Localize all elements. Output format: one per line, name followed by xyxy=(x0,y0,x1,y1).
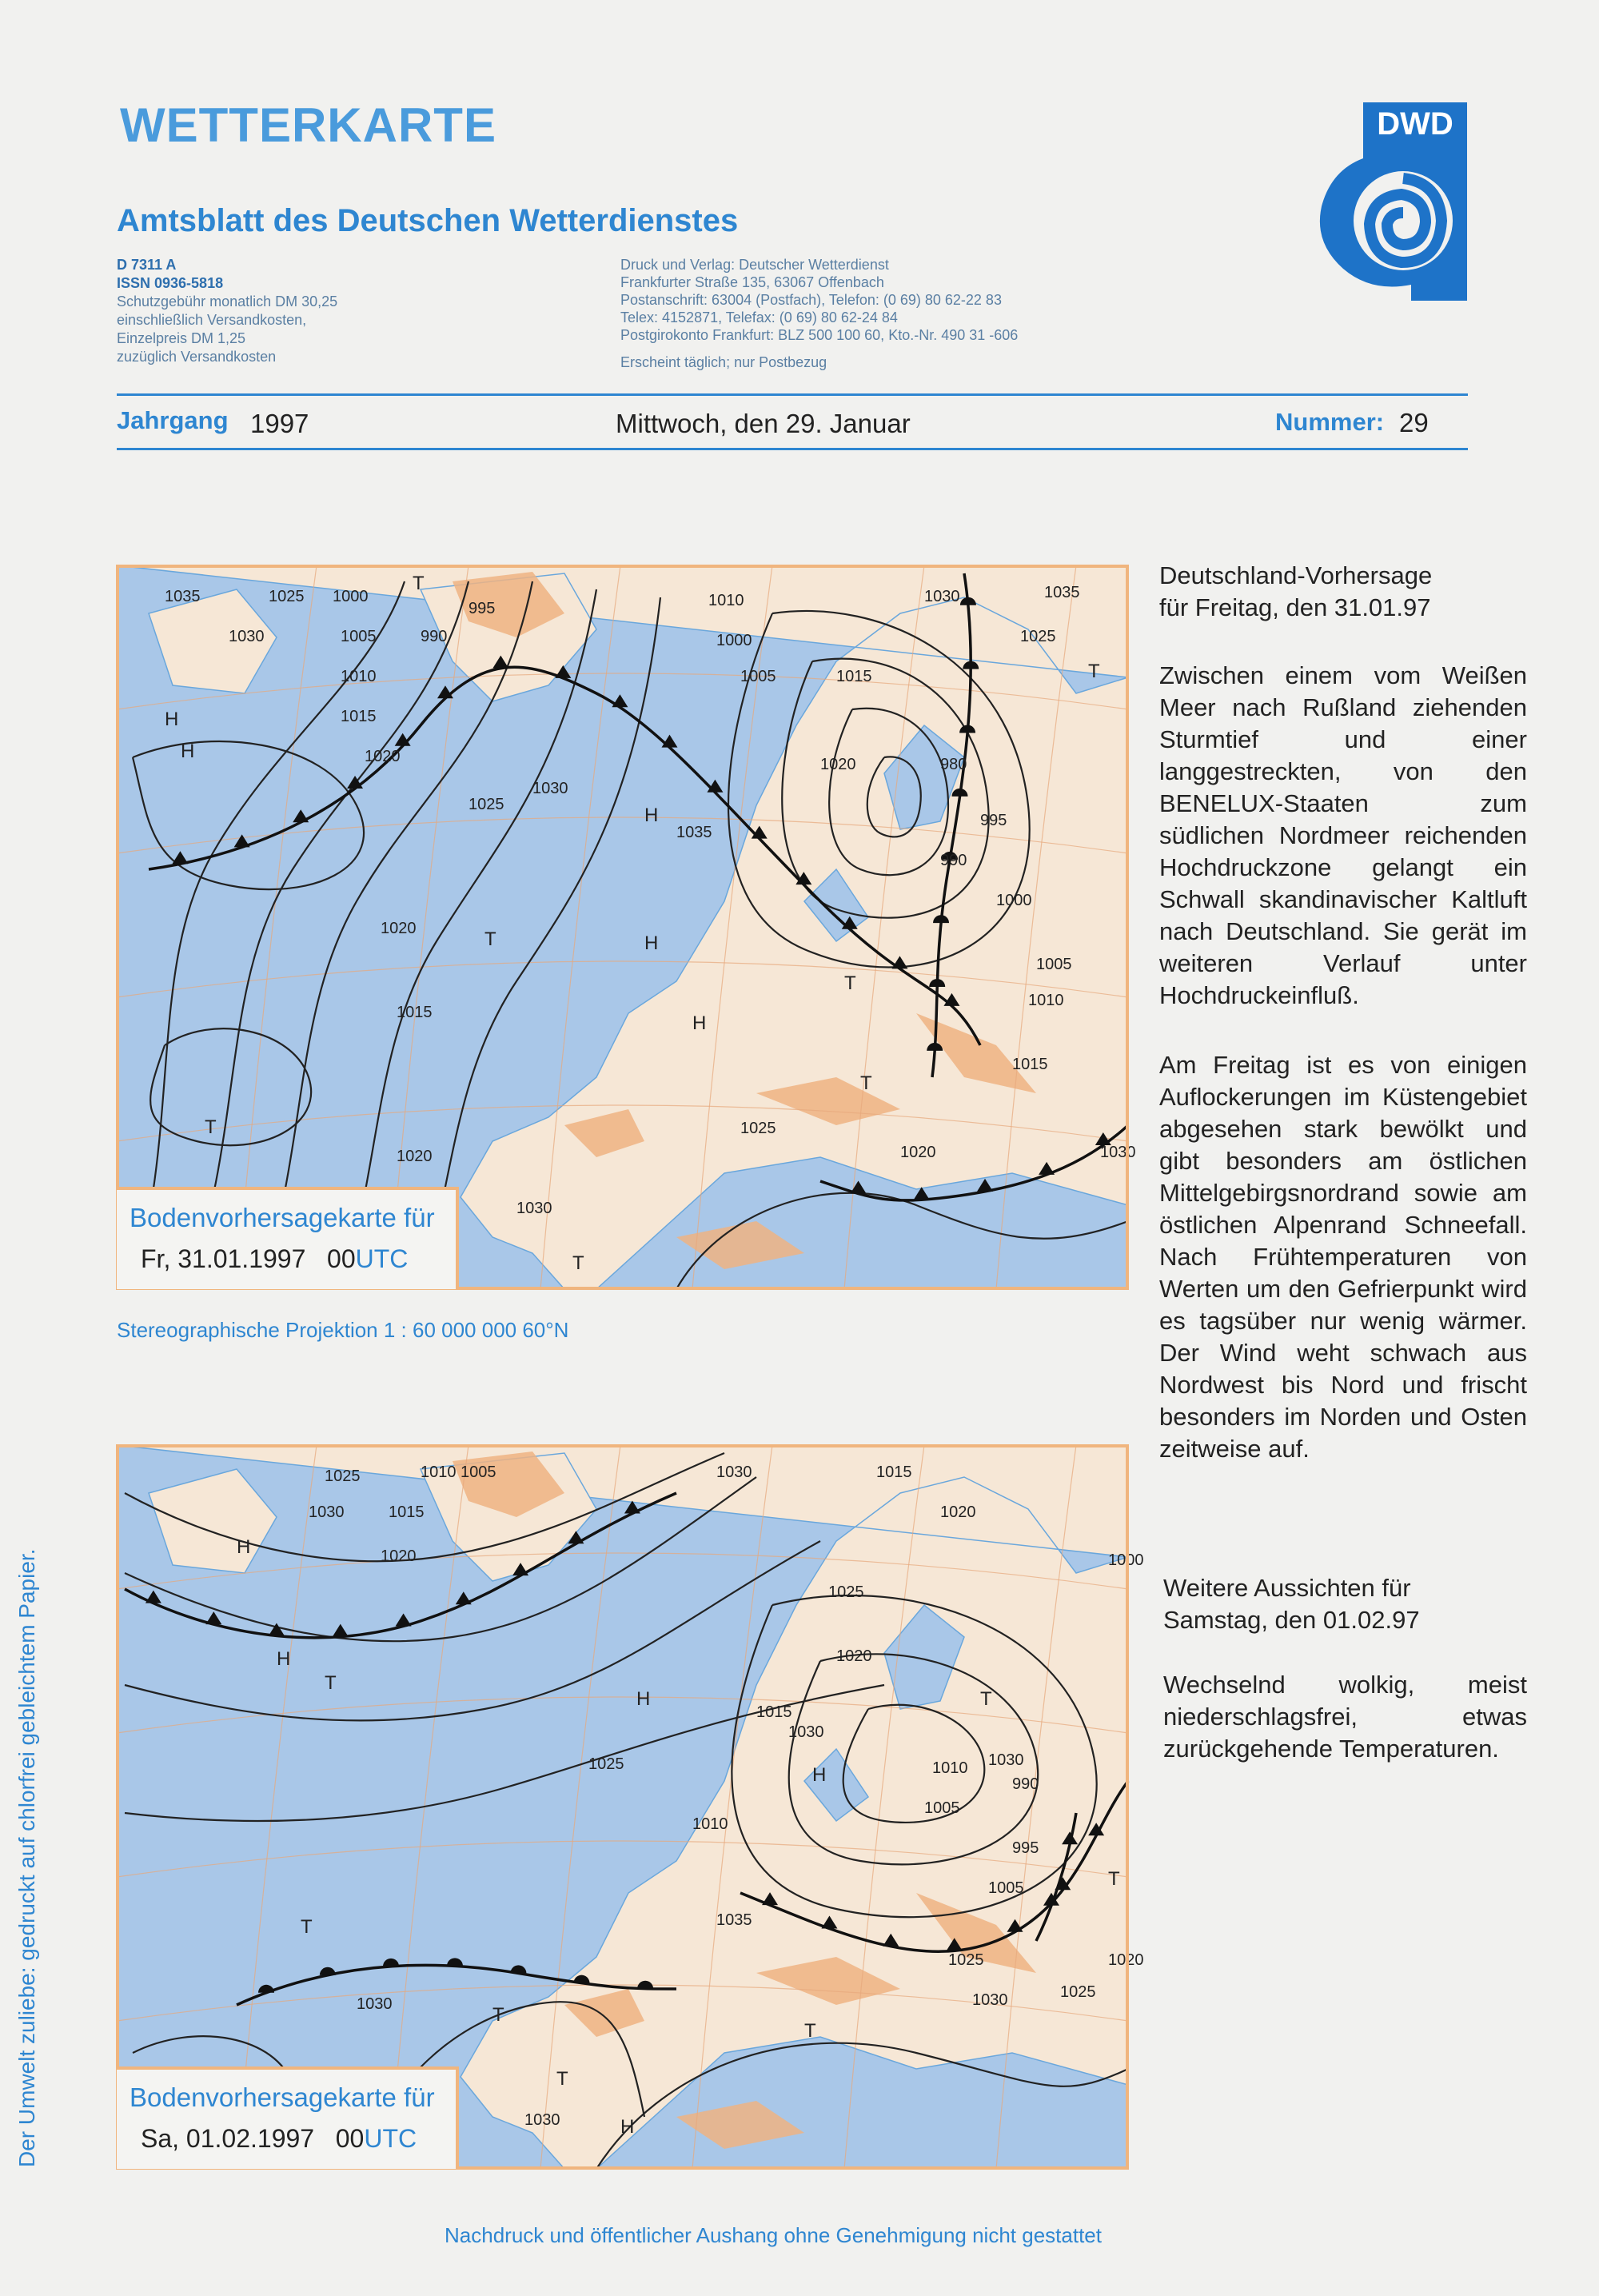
forecast-heading xyxy=(1159,560,1527,624)
weather-map-saturday xyxy=(117,1445,1144,2169)
low-pressure-center: T xyxy=(413,573,425,594)
high-pressure-center: H xyxy=(692,1012,707,1034)
jahrgang-label: Jahrgang xyxy=(117,406,229,434)
isobar-label: 1020 xyxy=(900,1144,936,1161)
publisher-line: Erscheint täglich; nur Postbezug xyxy=(620,354,827,370)
isobar-label: 1015 xyxy=(1012,1056,1048,1073)
issn: ISSN 0936-5818 xyxy=(117,275,224,291)
isobar-label: 1015 xyxy=(756,1703,792,1721)
isobar-label: 1035 xyxy=(676,824,712,841)
map-caption-date xyxy=(141,2124,417,2154)
nummer-label: Nummer: xyxy=(1275,408,1385,436)
isobar-label: 1015 xyxy=(341,708,377,725)
publisher-line: Frankfurter Straße 135, 63067 Offenbach xyxy=(620,274,884,290)
publisher-line: Druck und Verlag: Deutscher Wetterdienst xyxy=(620,257,889,273)
map-caption xyxy=(117,1187,459,1289)
low-pressure-center: T xyxy=(572,1252,584,1274)
forecast-heading-line: Deutschland-Vorhersage xyxy=(1159,561,1433,589)
isobar-label: 1020 xyxy=(940,1503,976,1521)
map-caption-title: Bodenvorhersagekarte für xyxy=(130,2082,435,2112)
page-subtitle: Amtsblatt des Deutschen Wetterdienstes xyxy=(117,203,739,238)
high-pressure-center: H xyxy=(181,741,195,762)
isobar-label: 1030 xyxy=(309,1503,345,1521)
isobar-label: 1015 xyxy=(397,1004,433,1021)
map-graphic xyxy=(117,1445,1144,2169)
isobar-label: 1030 xyxy=(524,2111,560,2129)
isobar-label: 1020 xyxy=(365,748,401,765)
low-pressure-center: T xyxy=(980,1688,992,1710)
low-pressure-center: T xyxy=(301,1916,313,1938)
high-pressure-center: H xyxy=(277,1648,291,1670)
map-caption xyxy=(117,2066,459,2169)
isobar-label: 1025 xyxy=(740,1120,776,1137)
isobar-label: 1030 xyxy=(357,1995,393,2013)
forecast-text: Am Freitag ist es von einigen Auflockerungen im Küstengebiet abgesehen stark bewölkt und gibt besonders am östlichen Mittelgebirgsnordrand sowie am östlichen Alpenrand Schneefall. Nach Frühtemperaturen von Werten um den Gefrierpunkt wird es tagsüber nur wenig wärmer. Der Wind weht schwach aus Nordwest bis Nord und frischt besonders im Norden und Osten zeitweise auf. xyxy=(1159,1051,1527,1463)
page-title: WETTERKARTE xyxy=(120,98,496,152)
isobar-label: 1030 xyxy=(229,628,265,645)
map-caption-day: Fr, 31.01.1997 xyxy=(141,1244,306,1273)
isobar-label: 1010 xyxy=(932,1759,968,1777)
low-pressure-center: T xyxy=(492,2004,504,2026)
isobar-label: 1010 xyxy=(708,592,744,609)
projection-note: Stereographische Projektion 1 : 60 000 000 60°N xyxy=(117,1318,569,1342)
isobar-label: 1035 xyxy=(716,1911,752,1929)
isobar-label: 980 xyxy=(940,756,967,773)
map-caption-unit: UTC xyxy=(364,2124,417,2153)
low-pressure-center: T xyxy=(484,928,496,950)
isobar-label: 1025 xyxy=(325,1467,361,1485)
isobar-label: 990 xyxy=(1012,1775,1039,1793)
isobar-label: 1025 xyxy=(469,796,504,813)
header-rule-top xyxy=(117,393,1468,396)
dwd-logo-text: DWD xyxy=(1377,106,1453,142)
isobar-label: 990 xyxy=(421,628,448,645)
map-graphic xyxy=(117,565,1136,1289)
low-pressure-center: T xyxy=(844,972,856,994)
isobar-label: 1030 xyxy=(988,1751,1024,1769)
isobar-label: 1020 xyxy=(381,1547,417,1565)
isobar-label: 1025 xyxy=(828,1583,864,1601)
publisher-info xyxy=(620,256,1018,371)
isobar-label: 990 xyxy=(940,852,967,869)
isobar-label: 1020 xyxy=(1108,1951,1144,1969)
subscription-info xyxy=(117,256,337,366)
isobar-label: 1010 xyxy=(692,1815,728,1833)
publication-code: D 7311 A xyxy=(117,257,177,273)
high-pressure-center: H xyxy=(620,2116,635,2138)
isobar-label: 1010 xyxy=(341,668,377,685)
high-pressure-center: H xyxy=(644,805,659,826)
isobar-label: 1010 xyxy=(421,1463,457,1481)
isobar-label: 1030 xyxy=(972,1991,1008,2009)
isobar-label: 1035 xyxy=(1044,584,1080,601)
forecast-heading-line: für Freitag, den 31.01.97 xyxy=(1159,593,1431,621)
issue-date: Mittwoch, den 29. Januar xyxy=(616,409,911,438)
map-caption-hour: 00 xyxy=(335,2124,365,2153)
map-caption-date xyxy=(141,1244,408,1274)
low-pressure-center: T xyxy=(556,2068,568,2090)
fee-line: Einzelpreis DM 1,25 xyxy=(117,330,246,346)
high-pressure-center: H xyxy=(237,1536,251,1558)
isobar-label: 1015 xyxy=(389,1503,425,1521)
isobar-label: 1005 xyxy=(988,1879,1024,1897)
fee-line: Schutzgebühr monatlich DM 30,25 xyxy=(117,293,338,309)
low-pressure-center: T xyxy=(1088,661,1100,682)
publisher-line: Telex: 4152871, Telefax: (0 69) 80 62-24 84 xyxy=(620,309,898,325)
isobar-label: 1020 xyxy=(397,1148,433,1165)
isobar-label: 995 xyxy=(980,812,1007,829)
high-pressure-center: H xyxy=(644,932,659,954)
fee-line: zuzüglich Versandkosten xyxy=(117,349,277,365)
map-caption-title: Bodenvorhersagekarte für xyxy=(130,1203,435,1232)
outlook-heading-line: Samstag, den 01.02.97 xyxy=(1163,1606,1420,1634)
weather-map-friday xyxy=(117,565,1136,1289)
isobar-label: 1025 xyxy=(1060,1983,1096,2001)
forecast-text: Zwischen einem vom Weißen Meer nach Rußland ziehenden Sturmtief und einer langgestreckten, von den BENELUX-Staaten zum südlichen Nordmeer reichenden Hochdruckzone gelangt ein Schwall skandinavischer Kaltluft nach Deutschland. Sie gerät im weiteren Verlauf unter Hochdruckeinfluß. xyxy=(1159,661,1527,1009)
low-pressure-center: T xyxy=(804,2020,816,2042)
isobar-label: 1030 xyxy=(716,1463,752,1481)
isobar-label: 1015 xyxy=(836,668,872,685)
high-pressure-center: H xyxy=(165,709,179,730)
low-pressure-center: T xyxy=(205,1116,217,1138)
outlook-text: Wechselnd wolkig, meist niederschlagsfrei, etwas zurückgehende Temperaturen. xyxy=(1163,1671,1527,1763)
publisher-line: Postgirokonto Frankfurt: BLZ 500 100 60, Kto.-Nr. 490 31 -606 xyxy=(620,327,1019,343)
high-pressure-center: H xyxy=(636,1688,651,1710)
isobar-label: 1005 xyxy=(341,628,377,645)
header-rule-bottom xyxy=(117,448,1468,450)
dwd-logo xyxy=(1307,102,1479,310)
isobar-label: 1020 xyxy=(381,920,417,937)
map-caption-unit: UTC xyxy=(355,1244,409,1273)
isobar-label: 1015 xyxy=(876,1463,912,1481)
isobar-label: 1025 xyxy=(948,1951,984,1969)
isobar-label: 1000 xyxy=(996,892,1032,909)
isobar-label: 1000 xyxy=(716,632,752,649)
isobar-label: 1010 xyxy=(1028,992,1064,1009)
isobar-label: 1025 xyxy=(269,588,305,605)
forecast-paragraph xyxy=(1159,1049,1527,1465)
isobar-label: 995 xyxy=(469,600,496,617)
isobar-label: 1030 xyxy=(532,780,568,797)
map-caption-hour: 00 xyxy=(327,1244,356,1273)
isobar-label: 1030 xyxy=(924,588,960,605)
high-pressure-center: H xyxy=(812,1764,827,1786)
outlook-heading-line: Weitere Aussichten für xyxy=(1163,1574,1411,1602)
outlook-paragraph xyxy=(1163,1669,1527,1765)
publisher-line: Postanschrift: 63004 (Postfach), Telefon: (0 69) 80 62-22 83 xyxy=(620,292,1002,308)
footer-note: Nachdruck und öffentlicher Aushang ohne Genehmigung nicht gestattet xyxy=(445,2223,1102,2247)
isobar-label: 1000 xyxy=(333,588,369,605)
nummer-value: 29 xyxy=(1399,408,1429,437)
eco-note: Der Umwelt zuliebe: gedruckt auf chlorfrei gebleichtem Papier. xyxy=(14,1548,39,2167)
isobar-label: 1000 xyxy=(1108,1551,1144,1569)
isobar-label: 1005 xyxy=(1036,956,1072,973)
isobar-label: 1030 xyxy=(516,1200,552,1217)
isobar-label: 1005 xyxy=(461,1463,496,1481)
low-pressure-center: T xyxy=(325,1672,337,1694)
isobar-label: 995 xyxy=(1012,1839,1039,1857)
isobar-label: 1005 xyxy=(924,1799,960,1817)
isobar-label: 1025 xyxy=(1020,628,1056,645)
map-caption-day: Sa, 01.02.1997 xyxy=(141,2124,315,2153)
low-pressure-center: T xyxy=(860,1072,872,1094)
fee-line: einschließlich Versandkosten, xyxy=(117,312,307,328)
isobar-label: 1030 xyxy=(1100,1144,1136,1161)
isobar-label: 1005 xyxy=(740,668,776,685)
isobar-label: 1025 xyxy=(588,1755,624,1773)
low-pressure-center: T xyxy=(1108,1868,1120,1890)
jahrgang-value: 1997 xyxy=(250,409,309,438)
forecast-paragraph xyxy=(1159,660,1527,1012)
isobar-label: 1020 xyxy=(836,1647,872,1665)
outlook-heading xyxy=(1163,1572,1531,1636)
isobar-label: 1020 xyxy=(820,756,856,773)
isobar-label: 1030 xyxy=(788,1723,824,1741)
isobar-label: 1035 xyxy=(165,588,201,605)
